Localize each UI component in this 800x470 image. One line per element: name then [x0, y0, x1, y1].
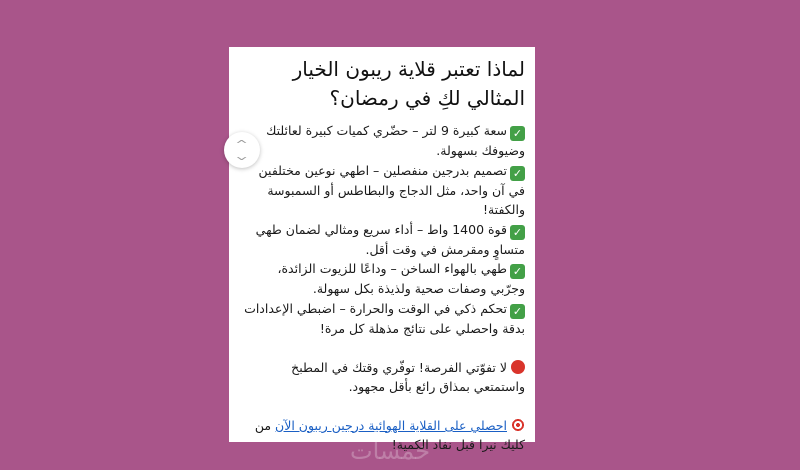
cta-suffix: من كليك نيرا قبل نفاد الكمية! — [254, 417, 525, 453]
cta-link[interactable]: احصلي على القلاية الهوائية درجين ريبون الآن — [275, 417, 507, 433]
red-circle-icon — [511, 360, 525, 374]
check-icon: ✓ — [510, 225, 525, 240]
chevron-down-icon: ^ — [235, 149, 249, 162]
feature-item — [239, 259, 525, 299]
watermark-logo: خمسات — [350, 437, 431, 465]
feature-item — [239, 161, 525, 220]
feature-text: طهي بالهواء الساخن – وداعًا للزيوت الزائدة، وجرّبي وصفات صحية ولذيذة بكل سهولة. — [277, 261, 525, 297]
post-body — [239, 121, 525, 455]
spacer — [239, 397, 525, 416]
feature-text: تحكم ذكي في الوقت والحرارة – اضبطي الإعدادات بدقة واحصلي على نتائج مذهلة كل مرة! — [244, 300, 525, 336]
target-icon — [511, 418, 525, 432]
feature-item — [239, 299, 525, 339]
check-icon: ✓ — [510, 304, 525, 319]
check-icon: ✓ — [510, 264, 525, 279]
feature-text: تصميم بدرجين منفصلين – اطهي نوعين مختلفين في آن واحد، مثل الدجاج والبطاطس أو السمبوسة والكفتة! — [258, 162, 525, 218]
check-icon: ✓ — [510, 126, 525, 141]
feature-item — [239, 220, 525, 260]
check-icon: ✓ — [510, 166, 525, 181]
feature-text: سعة كبيرة 9 لتر – حضّري كميات كبيرة لعائلتك وضيوفك بسهولة. — [266, 123, 525, 158]
scroll-toggle-button[interactable] — [224, 132, 260, 168]
feature-text: قوة 1400 واط – أداء سريع ومثالي لضمان طهي متساوٍ ومقرمش في وقت أقل. — [255, 221, 525, 257]
feature-item — [239, 121, 525, 161]
urgency-text: لا تفوّتي الفرصة! توفّري وقتك في المطبخ واستمتعي بمذاق رائع بأقل مجهود. — [291, 359, 525, 395]
post-content — [229, 47, 535, 455]
chevron-up-icon: ^ — [235, 138, 249, 151]
post-title: لماذا تعتبر قلاية ريبون الخيار المثالي لكِ في رمضان؟ — [292, 57, 525, 110]
urgency-line — [239, 358, 525, 397]
spacer — [239, 339, 525, 358]
